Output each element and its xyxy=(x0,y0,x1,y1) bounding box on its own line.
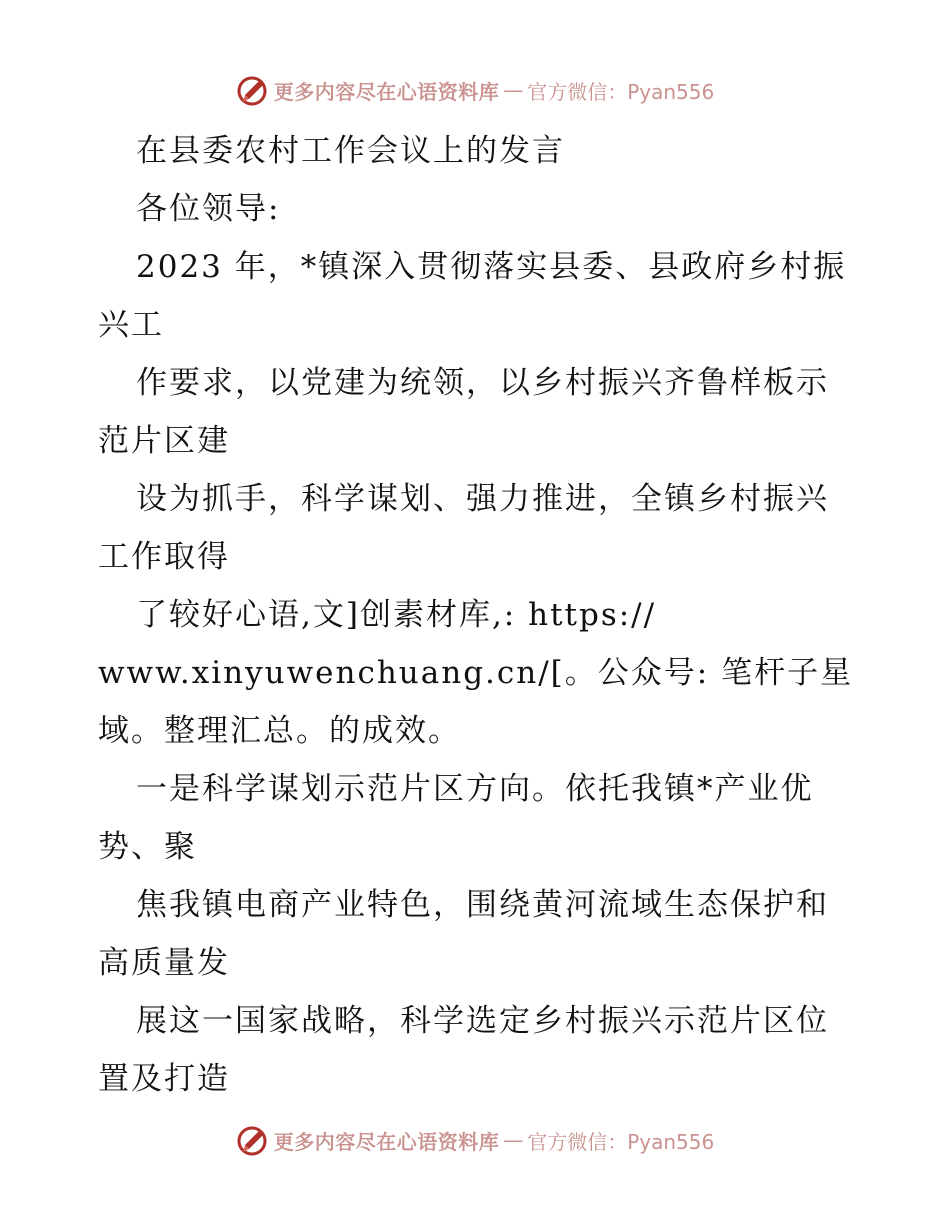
text-line: 焦我镇电商产业特色，围绕黄河流域生态保护和 xyxy=(136,887,829,923)
text-line: 了较好心语,文]创素材库,: https:// xyxy=(136,597,657,633)
brand-logo-icon xyxy=(236,1123,270,1157)
banner-text: 更多内容尽在心语资料库 xyxy=(273,1129,500,1154)
text-line: 高质量发 xyxy=(98,945,230,981)
text-line: 作要求，以党建为统领，以乡村振兴齐鲁样板示 xyxy=(136,365,829,401)
text-line: 一是科学谋划示范片区方向。依托我镇*产业优 xyxy=(136,771,814,807)
banner-separator: — xyxy=(503,78,524,102)
brand-logo-icon xyxy=(236,73,270,107)
header-banner xyxy=(0,70,950,110)
banner-separator: — xyxy=(503,1128,524,1152)
text-line: 势、聚 xyxy=(98,829,197,865)
text-line: 范片区建 xyxy=(98,423,230,459)
banner-wechat: 官方微信：Pyan556 xyxy=(527,79,715,104)
document-body xyxy=(98,122,858,1108)
text-line: 各位领导: xyxy=(136,191,281,227)
text-line: 域。整理汇总。的成效。 xyxy=(98,713,461,749)
text-line: 置及打造 xyxy=(98,1061,230,1097)
banner-text: 更多内容尽在心语资料库 xyxy=(273,79,500,104)
text-line: www.xinyuwenchuang.cn/[。公众号: 笔杆子星 xyxy=(98,655,854,691)
banner-wechat: 官方微信：Pyan556 xyxy=(527,1129,715,1154)
footer-banner xyxy=(0,1120,950,1160)
text-line: 在县委农村工作会议上的发言 xyxy=(136,133,565,169)
text-line: 工作取得 xyxy=(98,539,230,575)
text-line: 设为抓手，科学谋划、强力推进，全镇乡村振兴 xyxy=(136,481,829,517)
text-line: 兴工 xyxy=(98,307,164,343)
text-line: 2023 年，*镇深入贯彻落实县委、县政府乡村振 xyxy=(136,249,847,285)
text-line: 展这一国家战略，科学选定乡村振兴示范片区位 xyxy=(136,1003,829,1039)
